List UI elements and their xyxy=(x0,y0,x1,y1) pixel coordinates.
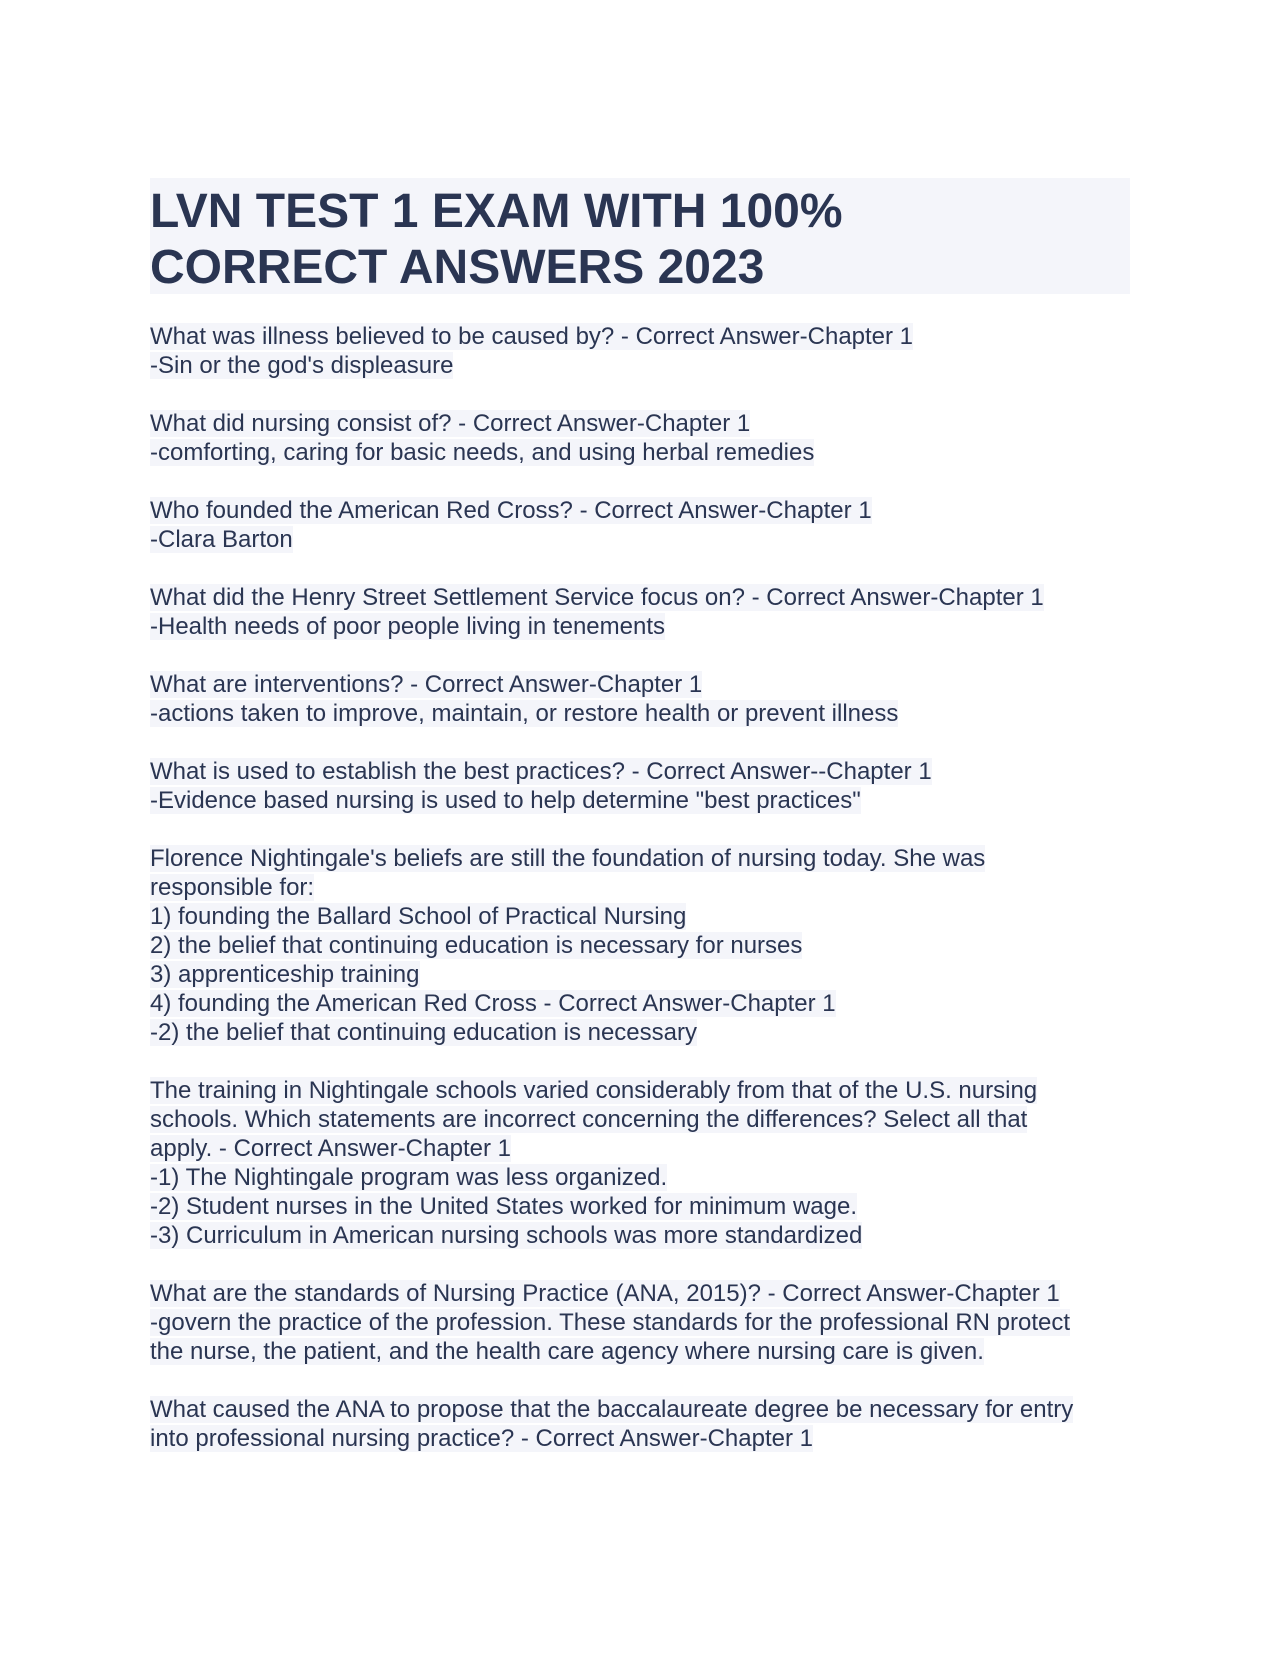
answer-text: -Sin or the god's displeasure xyxy=(150,352,454,379)
document-title xyxy=(150,178,1130,294)
question-text: apply. - Correct Answer-Chapter 1 xyxy=(150,1135,512,1162)
option-text: 2) the belief that continuing education is necessary for nurses xyxy=(150,932,803,959)
title-line: LVN TEST 1 EXAM WITH 100% xyxy=(150,185,843,238)
question-text: What are the standards of Nursing Practice (ANA, 2015)? - Correct Answer-Chapter 1 xyxy=(150,1280,1060,1307)
answer-text: the nurse, the patient, and the health care agency where nursing care is given. xyxy=(150,1338,984,1365)
document-page xyxy=(150,178,1130,1482)
qa-item xyxy=(150,1395,1130,1453)
question-text: into professional nursing practice? - Correct Answer-Chapter 1 xyxy=(150,1425,813,1452)
qa-item xyxy=(150,496,1130,554)
qa-item xyxy=(150,1279,1130,1366)
option-text: 4) founding the American Red Cross - Correct Answer-Chapter 1 xyxy=(150,990,836,1017)
title-line: CORRECT ANSWERS 2023 xyxy=(150,241,765,294)
answer-text: -1) The Nightingale program was less organized. xyxy=(150,1164,668,1191)
answer-text: -Evidence based nursing is used to help determine "best practices" xyxy=(150,787,861,814)
question-text: What are interventions? - Correct Answer-Chapter 1 xyxy=(150,671,703,698)
question-text: What caused the ANA to propose that the baccalaureate degree be necessary for entry xyxy=(150,1396,1074,1423)
question-text: The training in Nightingale schools varied considerably from that of the U.S. nursing xyxy=(150,1077,1038,1104)
option-text: 1) founding the Ballard School of Practical Nursing xyxy=(150,903,687,930)
qa-item xyxy=(150,670,1130,728)
qa-item xyxy=(150,322,1130,380)
qa-item xyxy=(150,583,1130,641)
answer-text: -2) Student nurses in the United States worked for minimum wage. xyxy=(150,1193,857,1220)
qa-item xyxy=(150,409,1130,467)
answer-text: -actions taken to improve, maintain, or restore health or prevent illness xyxy=(150,700,899,727)
answer-text: -Clara Barton xyxy=(150,526,293,553)
question-text: Florence Nightingale's beliefs are still the foundation of nursing today. She was xyxy=(150,845,986,872)
question-text: What did nursing consist of? - Correct Answer-Chapter 1 xyxy=(150,410,751,437)
qa-item xyxy=(150,1076,1130,1250)
question-text: What was illness believed to be caused by? - Correct Answer-Chapter 1 xyxy=(150,323,914,350)
answer-text: -3) Curriculum in American nursing schools was more standardized xyxy=(150,1222,863,1249)
answer-text: -Health needs of poor people living in tenements xyxy=(150,613,665,640)
question-text: Who founded the American Red Cross? - Correct Answer-Chapter 1 xyxy=(150,497,872,524)
answer-text: -2) the belief that continuing education is necessary xyxy=(150,1019,697,1046)
qa-item xyxy=(150,844,1130,1047)
qa-list xyxy=(150,322,1130,1453)
question-text: What did the Henry Street Settlement Service focus on? - Correct Answer-Chapter 1 xyxy=(150,584,1044,611)
qa-item xyxy=(150,757,1130,815)
question-text: schools. Which statements are incorrect concerning the differences? Select all that xyxy=(150,1106,1028,1133)
question-text: What is used to establish the best practices? - Correct Answer--Chapter 1 xyxy=(150,758,932,785)
answer-text: -govern the practice of the profession. These standards for the professional RN protect xyxy=(150,1309,1071,1336)
option-text: 3) apprenticeship training xyxy=(150,961,420,988)
question-text: responsible for: xyxy=(150,874,315,901)
answer-text: -comforting, caring for basic needs, and using herbal remedies xyxy=(150,439,815,466)
